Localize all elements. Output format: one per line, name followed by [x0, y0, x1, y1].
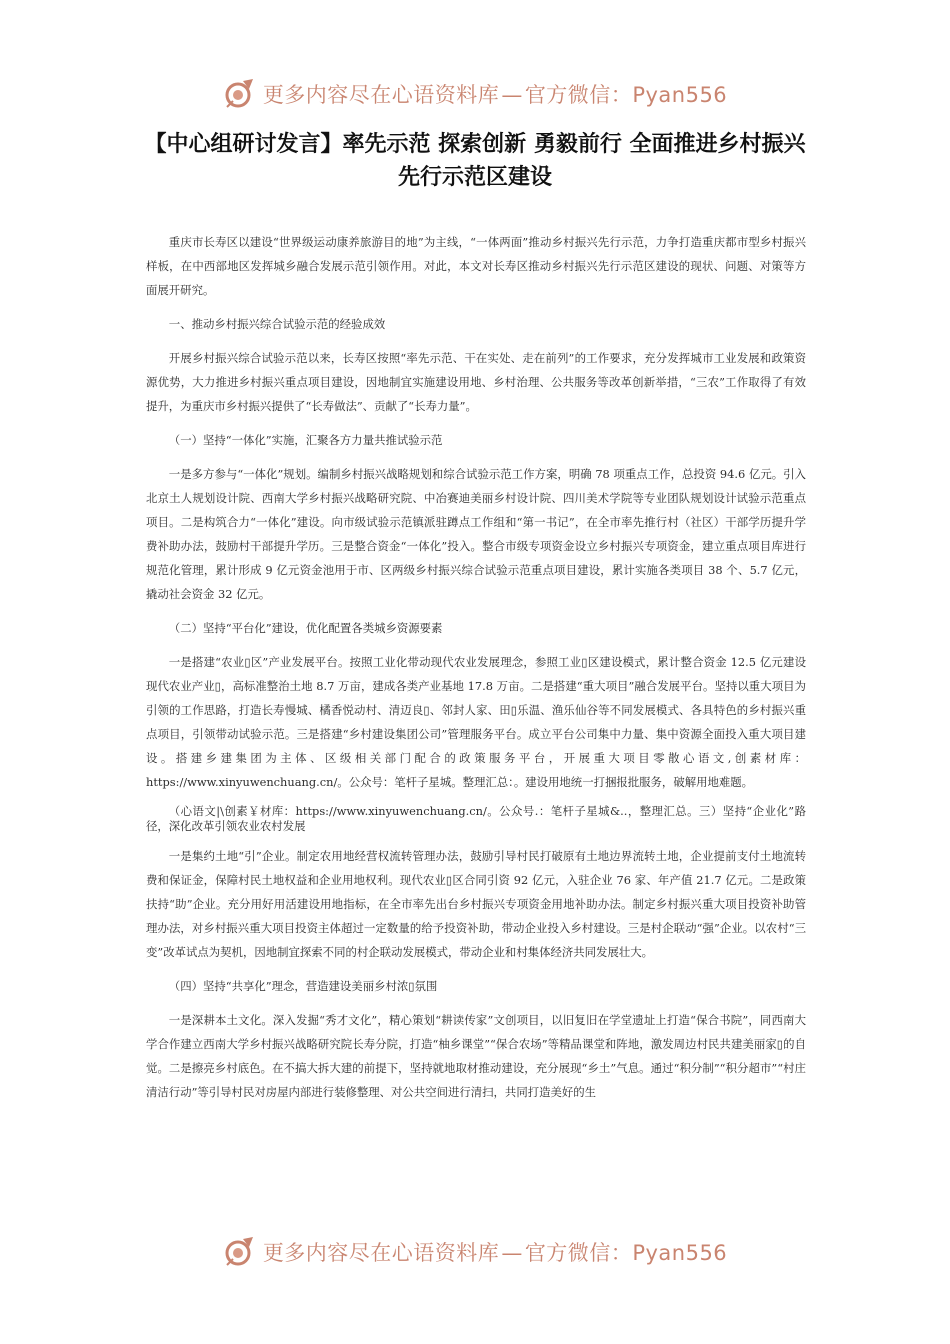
bottom-banner	[0, 1232, 950, 1272]
subsection-heading-1: （一）坚持“一体化”实施，汇聚各方力量共推试验示范	[168, 433, 443, 447]
document-body	[146, 230, 806, 1104]
banner-sep: —	[501, 83, 523, 107]
brand-logo-icon	[223, 77, 257, 111]
top-banner	[0, 74, 950, 114]
paragraph-subsection-2: 一是搭建“农业▯区”产业发展平台。按照工业化带动现代农业发展理念，参照工业▯区建设模式，累计整合资金 12.5 亿元建设现代农业产业▯，高标准整治土地 8.7 万亩，建成各类产业基地 17.8 万亩。二是搭建“重大项目”融合发展平台。坚持以重大项目为引领的工作思路，打造长寿慢城、橘香悦动村、清迈良▯、邻封人家、田▯乐温、渔乐仙谷等不同发展模式、各具特色的乡村振兴重点项目，引领带动试验示范。三是搭建“乡村建设集团公司”管理服务平台。成立平台公司集中力量、集中资源全面投入重大项目建设。搭建乡建集团为主体、区级相关部门配合的政策服务平台，开展重大项目零散心语文,创素材库：https://www.xinyuwenchuang.cn/。公众号：笔杆子星城。整理汇总：。建设用地统一打捆报批服务，破解用地难题。	[146, 655, 806, 789]
banner-wechat-id: Pyan556	[632, 1241, 728, 1265]
paragraph-watermark-heading-3: （心语文|\创素￥材库：https://www.xinyuwenchuang.cn/。公众号.：笔杆子星城&..，整理汇总。三）坚持“企业化”路径，深化改革引领农业农村发展	[146, 804, 806, 833]
banner-wechat-label: 官方微信：	[524, 83, 633, 107]
banner-wechat-label: 官方微信：	[524, 1241, 633, 1265]
subsection-heading-4: （四）坚持“共享化”理念，营造建设美丽乡村浓▯氛围	[168, 979, 438, 993]
banner-text	[263, 1237, 727, 1267]
banner-wechat-id: Pyan556	[632, 83, 728, 107]
banner-sep: —	[501, 1241, 523, 1265]
banner-text	[263, 79, 727, 109]
section-heading-1: 一、推动乡村振兴综合试验示范的经验成效	[168, 317, 386, 331]
document-title: 【中心组研讨发言】率先示范 探索创新 勇毅前行 全面推进乡村振兴先行示范区建设	[144, 132, 806, 190]
subsection-heading-2: （二）坚持“平台化”建设，优化配置各类城乡资源要素	[168, 621, 443, 635]
banner-main: 更多内容尽在心语资料库	[262, 1241, 500, 1265]
paragraph-overview: 开展乡村振兴综合试验示范以来，长寿区按照“率先示范、干在实处、走在前列”的工作要求，充分发挥城市工业发展和政策资源优势，大力推进乡村振兴重点项目建设，因地制宜实施建设用地、乡村治理、公共服务等改革创新举措，“三农”工作取得了有效提升，为重庆市乡村振兴提供了“长寿做法”、贡献了“长寿力量”。	[146, 351, 806, 413]
paragraph-subsection-1: 一是多方参与“一体化”规划。编制乡村振兴战略规划和综合试验示范工作方案，明确 78 项重点工作，总投资 94.6 亿元。引入北京土人规划设计院、西南大学乡村振兴战略研究院、中冶赛迪美丽乡村设计院、四川美术学院等专业团队规划设计试验示范重点项目。二是构筑合力“一体化”建设。向市级试验示范镇派驻蹲点工作组和“第一书记”，在全市率先推行村（社区）干部学历提升学费补助办法，鼓励村干部提升学历。三是整合资金“一体化”投入。整合市级专项资金设立乡村振兴专项资金，建立重点项目库进行规范化管理，累计形成 9 亿元资金池用于市、区两级乡村振兴综合试验示范重点项目建设，累计实施各类项目 38 个、5.7 亿元，撬动社会资金 32 亿元。	[146, 467, 806, 601]
brand-logo-icon	[223, 1235, 257, 1269]
paragraph-subsection-3: 一是集约土地“引”企业。制定农用地经营权流转管理办法，鼓励引导村民打破原有土地边界流转土地，企业提前支付土地流转费和保证金，保障村民土地权益和企业用地权利。现代农业▯区合同引资 92 亿元，入驻企业 76 家、年产值 21.7 亿元。二是政策扶持“助”企业。充分用好用活建设用地指标，在全市率先出台乡村振兴专项资金用地补助办法。制定乡村振兴重大项目投资补助管理办法，对乡村振兴重大项目投资主体超过一定数量的给予投资补助，带动企业投入乡村建设。三是村企联动“强”企业。以农村“三变”改革试点为契机，因地制宜探索不同的村企联动发展模式，带动企业和村集体经济共同发展壮大。	[146, 849, 806, 959]
paragraph-subsection-4: 一是深耕本土文化。深入发掘“秀才文化”，精心策划“耕读传家”文创项目，以旧复旧在学堂遗址上打造“保合书院”，同西南大学合作建立西南大学乡村振兴战略研究院长寿分院，打造“柚乡课堂”“保合农场”等精品课堂和阵地，激发周边村民共建美丽家▯的自觉。二是擦亮乡村底色。在不搞大拆大建的前提下，坚持就地取材推动建设，充分展现“乡土”气息。通过“积分制”“积分超市”“村庄清洁行动”等引导村民对房屋内部进行装修整理、对公共空间进行清扫，共同打造美好的生	[146, 1013, 806, 1099]
banner-main: 更多内容尽在心语资料库	[262, 83, 500, 107]
paragraph-intro: 重庆市长寿区以建设“世界级运动康养旅游目的地”为主线，“一体两面”推动乡村振兴先行示范，力争打造重庆都市型乡村振兴样板，在中西部地区发挥城乡融合发展示范引领作用。对此，本文对长寿区推动乡村振兴先行示范区建设的现状、问题、对策等方面展开研究。	[146, 235, 806, 297]
